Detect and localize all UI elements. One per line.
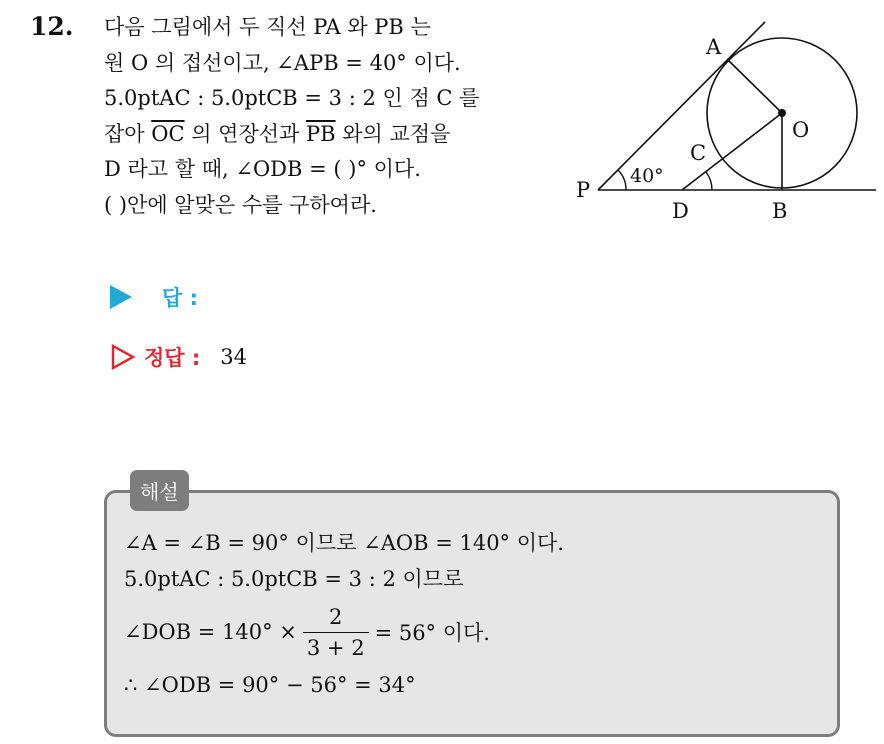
arc-ac: AC: [159, 86, 191, 110]
explanation-line-4: ∴ ∠ODB = 90° − 56° = 34°: [124, 673, 416, 697]
question-line-6: ( )안에 알맞은 수를 구하여라.: [104, 192, 377, 217]
answer-row: [110, 282, 198, 312]
question-number: 12.: [30, 12, 74, 41]
radius-oa: [728, 60, 782, 113]
explanation-line-3: ∠DOB = 140° × $\frac{2}{3 + 2}$ = 56° 이다.: [124, 604, 490, 660]
segment-pb: $\overline{PB}$: [306, 121, 336, 146]
outline-play-icon: [110, 344, 136, 370]
label-b: B: [772, 199, 788, 223]
fraction: [303, 604, 369, 661]
question-line-2: 원 O 의 접선이고, ∠APB = 40° 이다.: [104, 50, 461, 75]
correct-answer-label: 정답 :: [144, 346, 201, 370]
arc-ac: AC: [179, 567, 211, 591]
correct-answer-row: [110, 342, 247, 372]
play-icon: [110, 285, 132, 309]
angle-arc-p: [618, 170, 626, 190]
segment-oc: $\overline{OC}$: [151, 121, 185, 146]
label-a: A: [706, 35, 722, 59]
angle-arc-d: [706, 172, 712, 190]
explanation-line-1: ∠A = ∠B = 90° 이므로 ∠AOB = 140° 이다.: [124, 531, 564, 555]
question-line-3: 5.0ptAC : 5.0ptCB = 3 : 2 인 점 C 를: [104, 86, 480, 110]
arc-cb: CB: [266, 86, 298, 110]
correct-answer-value: 34: [220, 345, 248, 369]
tangent-pa: [598, 22, 765, 190]
answer-label: 답 :: [162, 286, 198, 310]
question-line-5: D 라고 할 때, ∠ODB = ( )° 이다.: [104, 157, 421, 181]
label-c: C: [690, 141, 707, 165]
explanation-tag: 해설: [130, 470, 189, 511]
question-text: [104, 10, 564, 223]
question-line-1: 다음 그림에서 두 직선 PA 와 PB 는: [104, 15, 431, 39]
fraction-numerator: 2: [329, 604, 343, 629]
arc-cb: CB: [286, 567, 318, 591]
question-line-4: 잡아 $\overline{OC}$ 의 연장선과 $\overline{PB}$ 와의 교점을: [104, 121, 451, 146]
fraction-denominator: 3 + 2: [303, 632, 369, 661]
center-point: [778, 109, 786, 117]
label-p: P: [576, 178, 591, 202]
label-d: D: [672, 199, 689, 223]
label-o: O: [792, 118, 810, 142]
geometry-figure: [572, 8, 882, 228]
explanation-line-2: 5.0ptAC : 5.0ptCB = 3 : 2 이므로: [124, 567, 464, 591]
explanation-content: [124, 525, 564, 703]
label-angle-40: 40°: [630, 165, 664, 187]
